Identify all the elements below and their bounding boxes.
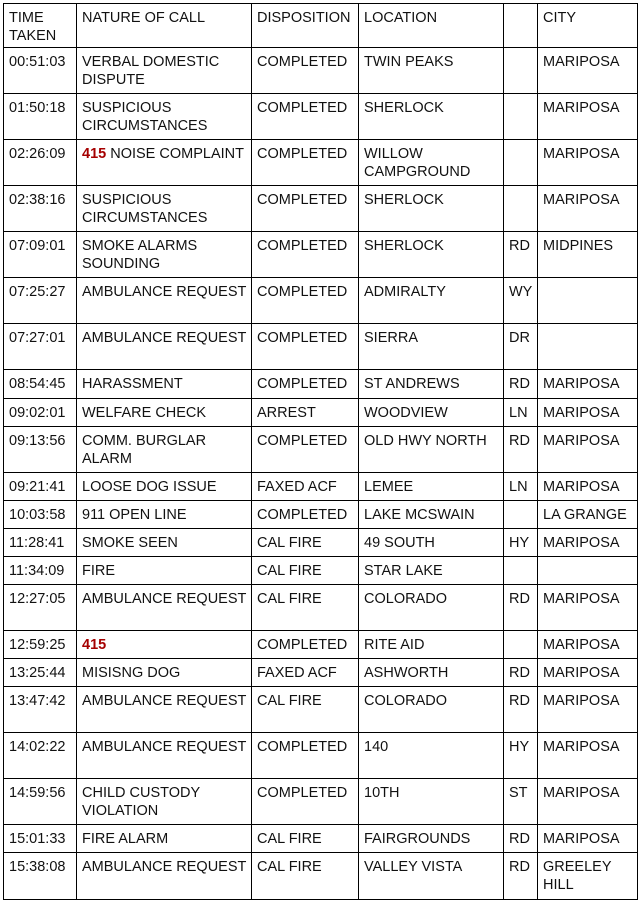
nature-text: SMOKE SEEN: [82, 535, 178, 551]
nature-of-call-cell: [77, 529, 252, 557]
nature-text: FIRE ALARM: [82, 831, 169, 847]
nature-text: NOISE COMPLAINT: [106, 146, 244, 162]
street-suffix-cell: RD: [504, 370, 538, 399]
time-taken-cell: 15:01:33: [4, 825, 77, 853]
nature-of-call-cell: [77, 825, 252, 853]
nature-text: AMBULANCE REQUEST: [82, 739, 247, 755]
nature-text: FIRE: [82, 563, 116, 579]
table-row: [4, 232, 638, 278]
city-cell: MARIPOSA: [538, 825, 638, 853]
location-cell: SHERLOCK: [359, 94, 504, 140]
disposition-cell: CAL FIRE: [252, 585, 359, 631]
table-row: [4, 473, 638, 501]
time-taken-cell: 11:28:41: [4, 529, 77, 557]
city-cell: MARIPOSA: [538, 48, 638, 94]
nature-text: COMM. BURGLAR ALARM: [82, 433, 210, 467]
nature-text: 911 OPEN LINE: [82, 507, 187, 523]
disposition-cell: COMPLETED: [252, 779, 359, 825]
city-cell: MARIPOSA: [538, 186, 638, 232]
table-row: [4, 779, 638, 825]
disposition-cell: COMPLETED: [252, 324, 359, 370]
nature-of-call-cell: [77, 733, 252, 779]
penal-code-label: 415: [82, 146, 107, 162]
nature-text: AMBULANCE REQUEST: [82, 284, 247, 300]
table-row: [4, 278, 638, 324]
header-row: [4, 4, 638, 48]
nature-text: SMOKE ALARMS SOUNDING: [82, 238, 202, 272]
location-cell: LAKE MCSWAIN: [359, 501, 504, 529]
nature-of-call-cell: [77, 631, 252, 659]
city-cell: MIDPINES: [538, 232, 638, 278]
street-suffix-cell: RD: [504, 659, 538, 687]
table-row: [4, 370, 638, 399]
location-cell: RITE AID: [359, 631, 504, 659]
city-cell: GREELEY HILL: [538, 853, 638, 900]
disposition-cell: FAXED ACF: [252, 659, 359, 687]
nature-text: AMBULANCE REQUEST: [82, 693, 247, 709]
nature-of-call-cell: [77, 370, 252, 399]
time-taken-cell: 13:25:44: [4, 659, 77, 687]
city-cell: MARIPOSA: [538, 687, 638, 733]
time-taken-cell: 09:21:41: [4, 473, 77, 501]
disposition-cell: FAXED ACF: [252, 473, 359, 501]
nature-of-call-cell: [77, 140, 252, 186]
table-row: [4, 324, 638, 370]
call-log-table: [3, 3, 638, 900]
table-row: [4, 140, 638, 186]
city-cell: MARIPOSA: [538, 659, 638, 687]
disposition-cell: COMPLETED: [252, 232, 359, 278]
location-cell: COLORADO: [359, 687, 504, 733]
table-row: [4, 186, 638, 232]
nature-of-call-cell: [77, 659, 252, 687]
nature-text: CHILD CUSTODY VIOLATION: [82, 785, 204, 819]
street-suffix-cell: RD: [504, 853, 538, 900]
street-suffix-cell: [504, 48, 538, 94]
table-row: [4, 733, 638, 779]
nature-of-call-cell: [77, 186, 252, 232]
nature-of-call-cell: [77, 399, 252, 427]
location-cell: 49 SOUTH: [359, 529, 504, 557]
nature-text: MISISNG DOG: [82, 665, 181, 681]
nature-of-call-cell: [77, 324, 252, 370]
city-cell: MARIPOSA: [538, 473, 638, 501]
city-cell: LA GRANGE: [538, 501, 638, 529]
street-suffix-cell: LN: [504, 399, 538, 427]
city-cell: MARIPOSA: [538, 779, 638, 825]
location-cell: SIERRA: [359, 324, 504, 370]
nature-text: WELFARE CHECK: [82, 405, 207, 421]
table-row: [4, 853, 638, 900]
location-cell: STAR LAKE: [359, 557, 504, 585]
time-taken-cell: 01:50:18: [4, 94, 77, 140]
table-row: [4, 427, 638, 473]
nature-text: LOOSE DOG ISSUE: [82, 479, 217, 495]
location-cell: ASHWORTH: [359, 659, 504, 687]
street-suffix-cell: [504, 501, 538, 529]
nature-text: SUSPICIOUS CIRCUMSTANCES: [82, 192, 208, 226]
disposition-cell: CAL FIRE: [252, 557, 359, 585]
time-taken-cell: 07:27:01: [4, 324, 77, 370]
nature-of-call-cell: [77, 94, 252, 140]
header-time-taken: TIME TAKEN: [4, 4, 77, 48]
time-taken-cell: 12:59:25: [4, 631, 77, 659]
disposition-cell: COMPLETED: [252, 427, 359, 473]
location-cell: 10TH: [359, 779, 504, 825]
city-cell: MARIPOSA: [538, 733, 638, 779]
time-taken-cell: 12:27:05: [4, 585, 77, 631]
street-suffix-cell: RD: [504, 825, 538, 853]
table-row: [4, 501, 638, 529]
location-cell: 140: [359, 733, 504, 779]
street-suffix-cell: DR: [504, 324, 538, 370]
city-cell: [538, 324, 638, 370]
time-taken-cell: 11:34:09: [4, 557, 77, 585]
header-location: LOCATION: [359, 4, 504, 48]
location-cell: WOODVIEW: [359, 399, 504, 427]
street-suffix-cell: HY: [504, 529, 538, 557]
disposition-cell: CAL FIRE: [252, 825, 359, 853]
penal-code-label: 415: [82, 637, 107, 653]
time-taken-cell: 07:25:27: [4, 278, 77, 324]
table-row: [4, 529, 638, 557]
location-cell: OLD HWY NORTH: [359, 427, 504, 473]
street-suffix-cell: ST: [504, 779, 538, 825]
street-suffix-cell: [504, 186, 538, 232]
disposition-cell: COMPLETED: [252, 48, 359, 94]
city-cell: MARIPOSA: [538, 529, 638, 557]
table-row: [4, 48, 638, 94]
nature-text: VERBAL DOMESTIC DISPUTE: [82, 54, 224, 88]
street-suffix-cell: RD: [504, 427, 538, 473]
city-cell: [538, 557, 638, 585]
disposition-cell: ARREST: [252, 399, 359, 427]
time-taken-cell: 10:03:58: [4, 501, 77, 529]
disposition-cell: COMPLETED: [252, 631, 359, 659]
street-suffix-cell: [504, 631, 538, 659]
nature-of-call-cell: [77, 48, 252, 94]
nature-text: AMBULANCE REQUEST: [82, 591, 247, 607]
city-cell: MARIPOSA: [538, 140, 638, 186]
time-taken-cell: 00:51:03: [4, 48, 77, 94]
city-cell: MARIPOSA: [538, 585, 638, 631]
disposition-cell: COMPLETED: [252, 278, 359, 324]
city-cell: MARIPOSA: [538, 399, 638, 427]
street-suffix-cell: WY: [504, 278, 538, 324]
disposition-cell: COMPLETED: [252, 186, 359, 232]
time-taken-cell: 14:02:22: [4, 733, 77, 779]
nature-of-call-cell: [77, 687, 252, 733]
city-cell: MARIPOSA: [538, 94, 638, 140]
location-cell: SHERLOCK: [359, 232, 504, 278]
location-cell: FAIRGROUNDS: [359, 825, 504, 853]
table-row: [4, 659, 638, 687]
location-cell: LEMEE: [359, 473, 504, 501]
table-row: [4, 94, 638, 140]
city-cell: [538, 278, 638, 324]
street-suffix-cell: RD: [504, 232, 538, 278]
city-cell: MARIPOSA: [538, 427, 638, 473]
location-cell: VALLEY VISTA: [359, 853, 504, 900]
street-suffix-cell: [504, 557, 538, 585]
nature-of-call-cell: [77, 232, 252, 278]
disposition-cell: COMPLETED: [252, 94, 359, 140]
disposition-cell: CAL FIRE: [252, 687, 359, 733]
header-nature-of-call: NATURE OF CALL: [77, 4, 252, 48]
table-row: [4, 557, 638, 585]
disposition-cell: COMPLETED: [252, 140, 359, 186]
location-cell: ADMIRALTY: [359, 278, 504, 324]
nature-of-call-cell: [77, 278, 252, 324]
nature-of-call-cell: [77, 501, 252, 529]
street-suffix-cell: [504, 94, 538, 140]
nature-of-call-cell: [77, 473, 252, 501]
disposition-cell: CAL FIRE: [252, 529, 359, 557]
disposition-cell: CAL FIRE: [252, 853, 359, 900]
location-cell: ST ANDREWS: [359, 370, 504, 399]
location-cell: COLORADO: [359, 585, 504, 631]
street-suffix-cell: RD: [504, 585, 538, 631]
disposition-cell: COMPLETED: [252, 733, 359, 779]
nature-of-call-cell: [77, 585, 252, 631]
time-taken-cell: 02:38:16: [4, 186, 77, 232]
street-suffix-cell: HY: [504, 733, 538, 779]
nature-of-call-cell: [77, 853, 252, 900]
time-taken-cell: 13:47:42: [4, 687, 77, 733]
table-row: [4, 631, 638, 659]
nature-of-call-cell: [77, 779, 252, 825]
nature-text: AMBULANCE REQUEST: [82, 330, 247, 346]
header-street-suffix: [504, 4, 538, 48]
location-cell: WILLOW CAMPGROUND: [359, 140, 504, 186]
table-row: [4, 825, 638, 853]
street-suffix-cell: RD: [504, 687, 538, 733]
table-row: [4, 585, 638, 631]
header-city: CITY: [538, 4, 638, 48]
nature-of-call-cell: [77, 557, 252, 585]
nature-text: SUSPICIOUS CIRCUMSTANCES: [82, 100, 208, 134]
nature-of-call-cell: [77, 427, 252, 473]
table-row: [4, 687, 638, 733]
nature-text: AMBULANCE REQUEST: [82, 859, 247, 875]
time-taken-cell: 09:13:56: [4, 427, 77, 473]
table-row: [4, 399, 638, 427]
header-disposition: DISPOSITION: [252, 4, 359, 48]
time-taken-cell: 14:59:56: [4, 779, 77, 825]
time-taken-cell: 02:26:09: [4, 140, 77, 186]
disposition-cell: COMPLETED: [252, 501, 359, 529]
time-taken-cell: 15:38:08: [4, 853, 77, 900]
city-cell: MARIPOSA: [538, 370, 638, 399]
time-taken-cell: 08:54:45: [4, 370, 77, 399]
nature-text: HARASSMENT: [82, 376, 183, 392]
disposition-cell: COMPLETED: [252, 370, 359, 399]
location-cell: TWIN PEAKS: [359, 48, 504, 94]
time-taken-cell: 07:09:01: [4, 232, 77, 278]
street-suffix-cell: LN: [504, 473, 538, 501]
street-suffix-cell: [504, 140, 538, 186]
location-cell: SHERLOCK: [359, 186, 504, 232]
city-cell: MARIPOSA: [538, 631, 638, 659]
time-taken-cell: 09:02:01: [4, 399, 77, 427]
